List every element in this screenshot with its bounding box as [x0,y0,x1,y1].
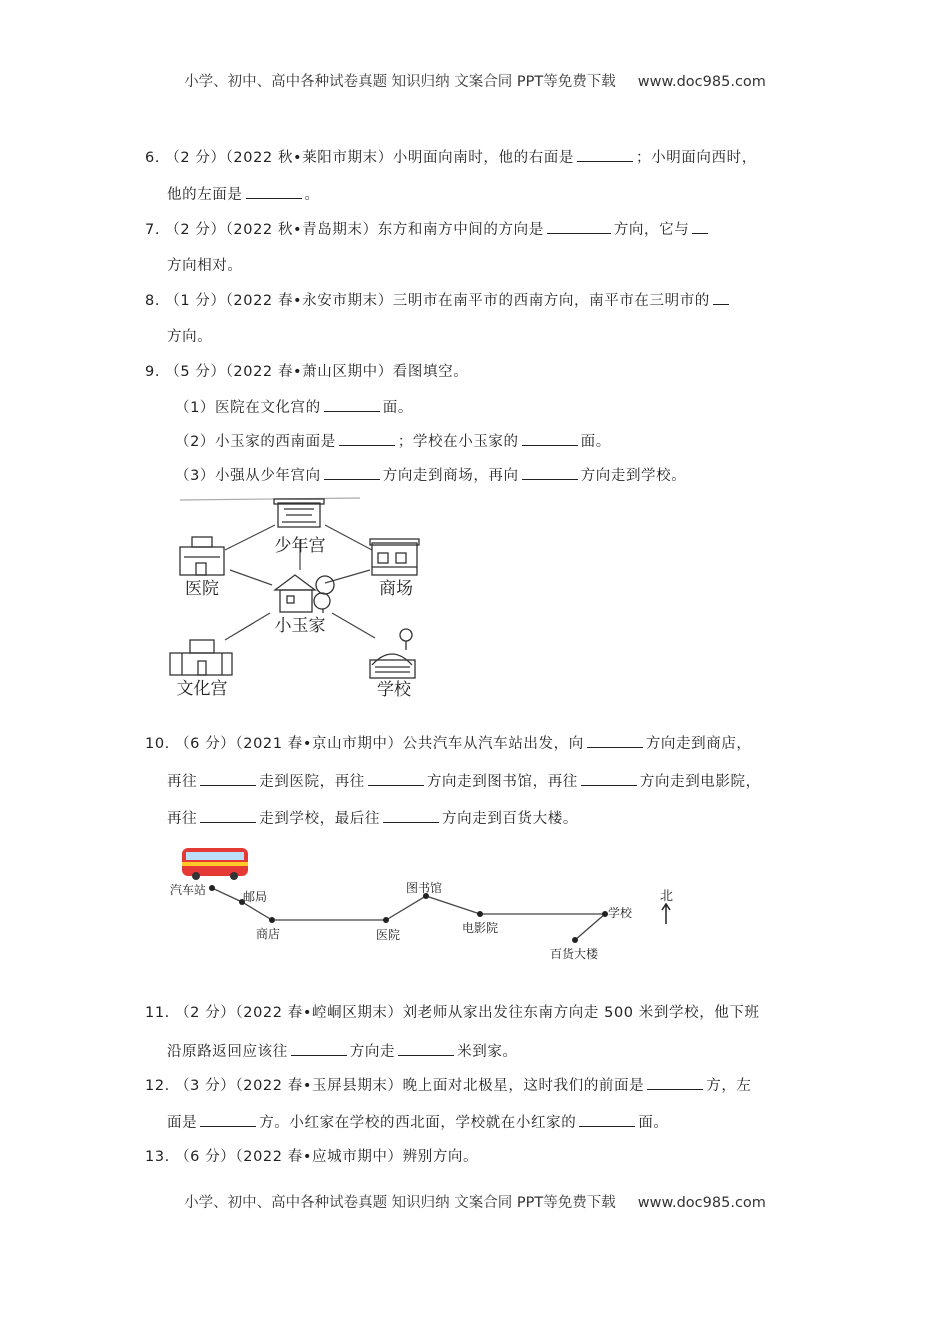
q9-sub3: （3）小强从少年宫向 方向走到商场，再向 方向走到学校。 [175,465,686,486]
answer-blank[interactable] [246,184,302,199]
q12-line1: 12. （3 分）（2022 春•玉屏县期末）晚上面对北极星，这时我们的前面是 方，左 [145,1075,752,1096]
school-icon [370,629,415,678]
label-bus-station: 汽车站 [170,883,207,897]
bus-icon [182,848,248,880]
footer-site: www.doc985.com [637,1195,766,1211]
answer-blank[interactable] [647,1075,703,1090]
answer-blank[interactable] [200,808,256,823]
page-header [0,70,950,91]
q9-map-figure [160,495,450,705]
answer-blank[interactable] [522,465,578,480]
q10-line1: 10. （6 分）（2021 春•京山市期中）公共汽车从汽车站出发，向 方向走到商店， [145,733,752,754]
q6-line2: 他的左面是 。 [167,184,320,205]
answer-blank[interactable] [692,219,708,234]
q8-line1: 8. （1 分）（2022 春•永安市期末）三明市在南平市的西南方向，南平市在三明市的 [145,290,732,311]
north-arrow-icon [660,889,673,924]
label-shop: 商店 [256,927,281,941]
q9-sub2: （2）小玉家的西南面是 ；学校在小玉家的 面。 [175,431,611,452]
q7-line1: 7. （2 分）（2022 秋•青岛期末）东方和南方中间的方向是 方向，它与 [145,219,711,240]
label-north: 北 [660,889,674,904]
mall-icon [370,539,419,575]
q9-title: 9. （5 分）（2022 春•萧山区期中）看图填空。 [145,364,469,380]
label-school: 学校 [377,680,411,700]
answer-blank[interactable] [200,771,256,786]
answer-blank[interactable] [324,397,380,412]
label-culture-palace: 文化宫 [176,679,228,699]
answer-blank[interactable] [339,431,395,446]
footer-text: 小学、初中、高中各种试卷真题 知识归纳 文案合同 PPT等免费下载 [184,1195,616,1211]
q8-line2: 方向。 [167,329,213,345]
q9-sub1: （1）医院在文化宫的 面。 [175,397,413,418]
q7-line2: 方向相对。 [167,258,243,274]
answer-blank[interactable] [383,808,439,823]
answer-blank[interactable] [579,1112,635,1127]
answer-blank[interactable] [291,1041,347,1056]
answer-blank[interactable] [577,147,633,162]
q10-line2: 再往 走到医院，再往 方向走到图书馆，再往 方向走到电影院， [167,771,761,792]
q11-line2: 沿原路返回应该往 方向走 米到家。 [167,1041,518,1062]
answer-blank[interactable] [547,219,611,234]
answer-blank[interactable] [713,290,729,305]
q11-line1: 11. （2 分）（2022 春•崆峒区期末）刘老师从家出发往东南方向走 500 米到学校，他下班 [145,1005,760,1021]
label-library: 图书馆 [406,881,443,895]
header-text: 小学、初中、高中各种试卷真题 知识归纳 文案合同 PPT等免费下载 [184,74,616,90]
answer-blank[interactable] [522,431,578,446]
answer-blank[interactable] [324,465,380,480]
label-hospital-route: 医院 [376,928,401,942]
label-mall: 商场 [379,579,413,599]
label-hospital: 医院 [185,579,219,599]
q10-route-figure [160,840,700,965]
q13-line1: 13. （6 分）（2022 春•应城市期中）辨别方向。 [145,1149,479,1165]
page-footer [0,1191,950,1212]
home-icon [275,575,334,613]
hospital-icon [180,537,224,575]
label-youth-palace: 少年宫 [274,536,326,556]
answer-blank[interactable] [368,771,424,786]
answer-blank[interactable] [587,733,643,748]
culture-palace-icon [170,640,232,675]
header-site: www.doc985.com [637,74,766,90]
q12-line2: 面是 方。小红家在学校的西北面，学校就在小红家的 面。 [167,1112,669,1133]
label-post-office: 邮局 [243,890,268,904]
answer-blank[interactable] [581,771,637,786]
answer-blank[interactable] [398,1041,454,1056]
q10-line3: 再往 走到学校，最后往 方向走到百货大楼。 [167,808,578,829]
label-home: 小玉家 [274,616,326,636]
label-department-store: 百货大楼 [550,947,599,961]
youth-palace-icon [274,499,324,527]
label-cinema: 电影院 [462,921,499,935]
answer-blank[interactable] [200,1112,256,1127]
label-school-route: 学校 [608,906,633,920]
q6-line1: 6. （2 分）（2022 秋•莱阳市期末）小明面向南时，他的右面是 ；小明面向西时， [145,147,757,168]
